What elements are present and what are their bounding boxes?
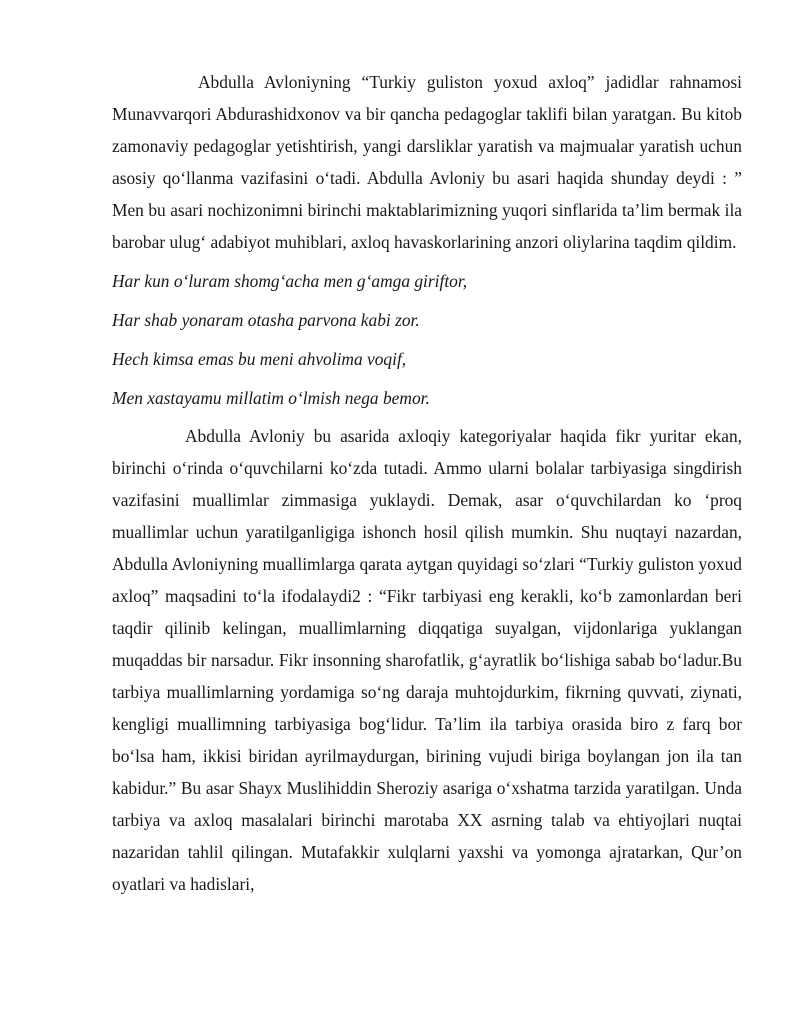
verse-block xyxy=(112,265,742,414)
document-body xyxy=(112,66,742,900)
verse-line-1: Har kun o‘luram shomg‘acha men g‘amga giriftor, xyxy=(112,271,468,291)
verse-line-4: Men xastayamu millatim o‘lmish nega bemor. xyxy=(112,388,430,408)
paragraph-analysis: Abdulla Avloniy bu asarida axloqiy kategoriyalar haqida fikr yuritar ekan, birinchi o‘rinda o‘quvchilarni ko‘zda tutadi. Ammo ularni bolalar tarbiyasiga singdirish vazifasini muallimlar zimmasiga yuklaydi. Demak, asar o‘quvchilardan ko ‘proq muallimlar uchun yaratilganligiga ishonch hosil qilish mumkin. Shu nuqtayi nazardan, Abdulla Avloniyning muallimlarga qarata aytgan quyidagi so‘zlari “Turkiy guliston yoxud axloq” maqsadini to‘la ifodalaydi2 : “Fikr tarbiyasi eng kerakli, ko‘b zamonlardan beri taqdir qilinib kelingan, muallimlarning diqqatiga suyalgan, vijdonlariga yuklangan muqaddas bir narsadur. Fikr insonning sharofatlik, g‘ayratlik bo‘lishiga sabab bo‘ladur.Bu tarbiya muallimlarning yordamiga so‘ng daraja muhtojdurkim, fikrning quvvati, ziynati, kengligi muallimning tarbiyasiga bog‘lidur. Ta’lim ila tarbiya orasida biro z farq bor bo‘lsa ham, ikkisi biridan ayrilmaydurgan, birining vujudi biriga boylangan jon ila tan kabidur.” Bu asar Shayx Muslihiddin Sheroziy asariga o‘xshatma tarzida yaratilgan. Unda tarbiya va axloq masalalari birinchi marotaba XX asrning talab va ehtiyojlari nuqtai nazaridan tahlil qilingan. Mutafakkir xulqlarni yaxshi va yomonga ajratarkan, Qur’on oyatlari va hadislari, xyxy=(112,426,742,894)
paragraph-intro: Abdulla Avloniyning “Turkiy guliston yoxud axloq” jadidlar rahnamosi Munavvarqori Abdurashidxonov va bir qancha pedagoglar taklifi bilan yaratgan. Bu kitob zamonaviy pedagoglar yetishtirish, yangi darsliklar yaratish va majmualar yaratish uchun asosiy qo‘llanma vazifasini o‘tadi. Abdulla Avloniy bu asari haqida shunday deydi : ” Men bu asari nochizonimni birinchi maktablarimizning yuqori sinflarida ta’lim bermak ila barobar ulug‘ adabiyot muhiblari, axloq havaskorlarining anzori oliylarina taqdim qildim. xyxy=(112,72,742,252)
verse-line-3: Hech kimsa emas bu meni ahvolima voqif, xyxy=(112,349,407,369)
verse-line-2: Har shab yonaram otasha parvona kabi zor. xyxy=(112,310,420,330)
